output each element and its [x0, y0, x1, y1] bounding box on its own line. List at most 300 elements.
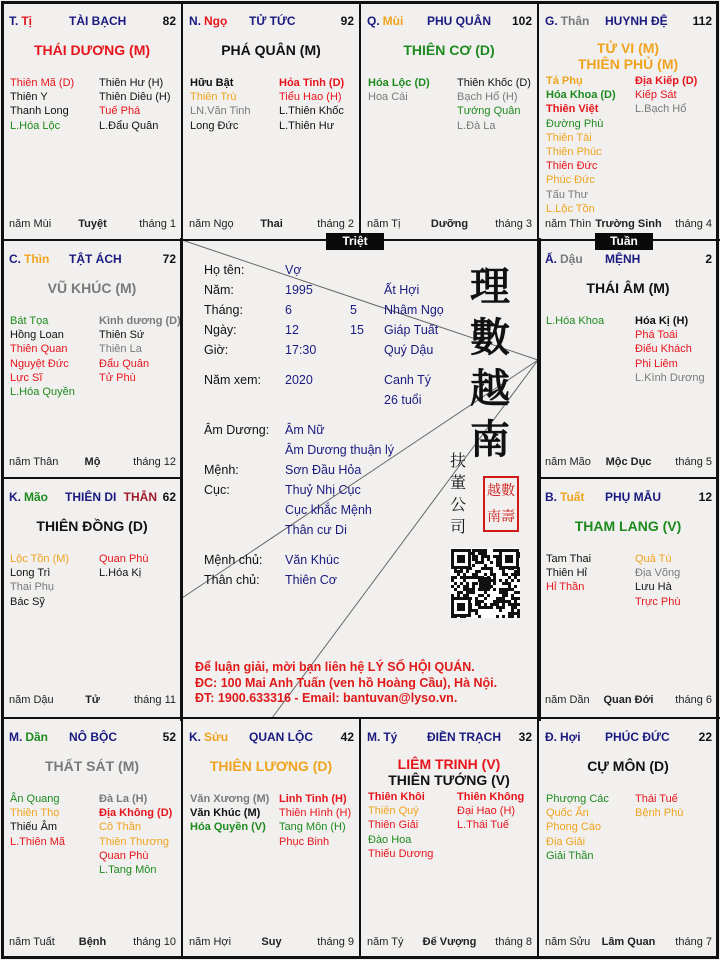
qr-module: [460, 591, 463, 594]
palace-age: 22: [698, 730, 712, 744]
qr-module: [502, 603, 505, 606]
info-value: Âm Nữ: [285, 423, 325, 437]
month-label: tháng 2: [317, 218, 354, 230]
qr-module: [454, 582, 457, 585]
month-label: tháng 9: [317, 936, 354, 948]
qr-module: [463, 573, 466, 576]
star: L.Đẩu Quân: [99, 119, 159, 132]
info-label: Mệnh chủ:: [204, 553, 263, 567]
star: Phong Cáo: [546, 821, 602, 834]
qr-module: [502, 594, 505, 597]
palace-age: 12: [698, 490, 712, 504]
star: L.Hóa Kị: [99, 567, 142, 580]
qr-module: [481, 549, 484, 552]
palace-chi: Tuất: [560, 490, 585, 504]
info-value: Âm Dương thuận lý: [285, 443, 394, 457]
qr-module: [490, 603, 493, 606]
star: L.Tang Môn: [99, 864, 157, 877]
qr-module: [481, 567, 484, 570]
star: Trực Phù: [635, 595, 681, 608]
qr-module: [499, 600, 502, 603]
star: Thiên Mã (D): [10, 77, 75, 89]
palace-chi: Tý: [383, 730, 398, 744]
info-label: Năm xem:: [204, 373, 261, 387]
tuan-marker: Tuần: [595, 233, 653, 250]
palace-chi: Sửu: [204, 730, 229, 744]
main-star: THIÊN PHỦ (M): [577, 56, 679, 72]
palace-can: C.: [9, 252, 21, 266]
palace-age: 82: [162, 14, 176, 28]
star: Đại Hao (H): [457, 805, 516, 818]
palace-name: NÔ BỘC: [69, 730, 117, 744]
qr-module: [481, 594, 484, 597]
qr-module: [496, 606, 499, 609]
life-stage: Tuyệt: [78, 218, 107, 230]
star: Thiên Quý: [368, 805, 419, 818]
star: Hữu Bật: [190, 77, 234, 89]
qr-module: [475, 603, 478, 606]
star: Tam Thai: [546, 553, 592, 565]
info-value: 12: [285, 323, 299, 337]
qr-module: [478, 549, 481, 552]
main-star: THAM LANG (V): [574, 518, 682, 534]
palace-name: QUAN LỘC: [249, 730, 313, 744]
star: Hồng Loan: [10, 329, 64, 342]
qr-module: [514, 591, 517, 594]
star: Thiên Việt: [546, 103, 599, 116]
qr-module: [475, 558, 478, 561]
star: Thanh Long: [10, 105, 69, 118]
qr-module: [481, 552, 484, 555]
star: Phục Binh: [279, 835, 330, 848]
year-label: năm Thân: [9, 456, 59, 468]
info-value: Thân cư Di: [285, 523, 347, 537]
star: L.Kình Dương: [635, 371, 705, 384]
palace-age: 112: [692, 14, 712, 28]
info-canchi: Giáp Tuất: [384, 323, 439, 337]
qr-module: [505, 555, 513, 563]
palace-can: M.: [367, 730, 381, 744]
qr-module: [484, 603, 487, 606]
qr-module: [478, 603, 481, 606]
qr-module: [475, 582, 478, 585]
year-label: năm Dần: [545, 694, 590, 706]
year-label: năm Hợi: [189, 936, 232, 948]
qr-module: [511, 588, 514, 591]
star: Tử Phù: [99, 371, 136, 384]
qr-module: [472, 591, 475, 594]
qr-module: [499, 591, 502, 594]
qr-module: [493, 549, 496, 552]
qr-module: [475, 573, 478, 576]
palace-can: B.: [545, 490, 557, 504]
year-label: năm Dậu: [9, 694, 54, 706]
star: Thái Tuế: [635, 793, 678, 805]
star: Tuế Phá: [99, 105, 141, 118]
qr-module: [490, 567, 493, 570]
info-value: 6: [285, 303, 292, 317]
qr-module: [466, 591, 469, 594]
palace-name: TỬ TỨC: [249, 14, 296, 28]
star: Bát Tọa: [10, 315, 49, 327]
star: Hỏa Tinh (D): [279, 77, 345, 89]
qr-module: [511, 594, 514, 597]
qr-module: [493, 600, 496, 603]
than-marker: THÂN: [123, 490, 157, 504]
info-label: Họ tên:: [204, 263, 245, 277]
qr-module: [463, 588, 466, 591]
palace-name: MỆNH: [605, 252, 641, 266]
qr-module: [472, 582, 475, 585]
qr-module: [472, 573, 475, 576]
star: Thiên Khốc (D): [457, 77, 531, 89]
main-star: THIÊN TƯỚNG (V): [388, 772, 510, 788]
star: Đào Hoa: [368, 833, 412, 846]
qr-module: [484, 597, 487, 600]
info-value: Vợ: [285, 263, 302, 277]
qr-module: [508, 582, 511, 585]
qr-module: [451, 594, 454, 597]
star: Thiên Thương: [99, 835, 170, 848]
star: Phúc Đức: [546, 174, 595, 187]
star: Địa Giải: [546, 835, 586, 848]
info-canchi: 26 tuổi: [384, 393, 422, 407]
star: L.Bạch Hổ: [635, 103, 687, 116]
qr-module: [472, 552, 475, 555]
qr-module: [454, 576, 457, 579]
month-label: tháng 6: [675, 694, 712, 706]
qr-module: [508, 576, 511, 579]
qr-module: [484, 552, 487, 555]
palace-age: 2: [705, 252, 712, 266]
star: Thiên Hư (H): [99, 77, 164, 89]
star: Thiên Sứ: [99, 329, 145, 342]
palace-age: 62: [162, 490, 176, 504]
qr-module: [517, 591, 520, 594]
qr-module: [472, 576, 475, 579]
main-star: LIÊM TRINH (V): [397, 756, 501, 772]
qr-module: [463, 594, 466, 597]
info-label: Thân chủ:: [204, 573, 260, 587]
star: Tướng Quân: [457, 105, 521, 118]
qr-module: [472, 555, 475, 558]
qr-module: [460, 582, 463, 585]
palace-chi: Thìn: [24, 252, 50, 266]
palace-age: 72: [162, 252, 176, 266]
month-label: tháng 10: [133, 936, 176, 948]
year-label: năm Sửu: [545, 936, 591, 948]
star: Thiên Đức: [546, 160, 598, 173]
qr-module: [505, 600, 508, 603]
qr-module: [508, 612, 511, 615]
qr-module: [451, 585, 454, 588]
qr-module: [487, 594, 490, 597]
qr-module: [514, 585, 517, 588]
info-label: Âm Dương:: [204, 423, 270, 437]
qr-module: [481, 558, 484, 561]
star: Nguyệt Đức: [10, 357, 69, 370]
main-star: THIÊN ĐỒNG (D): [36, 518, 148, 534]
month-label: tháng 12: [133, 456, 176, 468]
star: Hóa Quyền (V): [190, 821, 266, 834]
info-value: 17:30: [285, 343, 317, 357]
palace-name: TẬT ÁCH: [69, 252, 122, 266]
red-seal: 越數南壽: [483, 476, 519, 532]
contact-phone-email: ĐT: 1900.633316 - Email: bantuvan@lyso.vn.: [195, 691, 458, 705]
life-stage: Suy: [261, 936, 282, 948]
qr-module: [493, 573, 496, 576]
qr-module: [490, 606, 493, 609]
grid-divider: [2, 717, 720, 719]
qr-module: [496, 603, 499, 606]
qr-module: [475, 612, 478, 615]
qr-module: [499, 609, 502, 612]
info-label: Năm:: [204, 283, 234, 297]
palace-age: 32: [518, 730, 532, 744]
qr-module: [463, 585, 466, 588]
qr-module: [466, 576, 469, 579]
star: Thiên Y: [10, 91, 48, 104]
qr-module: [505, 582, 508, 585]
qr-module: [499, 588, 502, 591]
qr-module: [502, 582, 505, 585]
qr-module: [493, 588, 496, 591]
qr-module: [511, 579, 514, 582]
info-lunar-value: 5: [350, 303, 357, 317]
qr-module: [469, 591, 472, 594]
qr-module: [505, 591, 508, 594]
qr-module: [502, 615, 505, 618]
qr-module: [517, 609, 520, 612]
qr-module: [493, 603, 496, 606]
main-star: VŨ KHÚC (M): [47, 280, 137, 296]
year-label: năm Thìn: [545, 218, 592, 230]
month-label: tháng 1: [139, 218, 176, 230]
star: Linh Tinh (H): [279, 793, 347, 805]
qr-module: [466, 588, 469, 591]
life-stage: Mộ: [84, 456, 101, 468]
qr-module: [457, 555, 465, 563]
qr-module: [466, 585, 469, 588]
qr-module: [496, 549, 499, 552]
qr-module: [484, 606, 487, 609]
palace-can: Ấ.: [545, 252, 557, 266]
star: Thiên Khôi: [368, 791, 425, 803]
qr-module: [517, 615, 520, 618]
star: LN.Văn Tinh: [190, 105, 251, 118]
info-lunar-value: 15: [350, 323, 364, 337]
qr-module: [487, 558, 490, 561]
star: Văn Khúc (M): [190, 807, 261, 820]
qr-module: [499, 606, 502, 609]
qr-module: [451, 576, 454, 579]
qr-module: [502, 588, 505, 591]
palace-can: T.: [9, 14, 19, 28]
qr-module: [478, 570, 481, 573]
palace-name: TÀI BẠCH: [69, 14, 127, 28]
main-star: THIÊN LƯƠNG (D): [209, 758, 333, 774]
palace-chi: Hợi: [560, 730, 581, 744]
qr-module: [466, 582, 469, 585]
star: Quả Tú: [635, 553, 672, 565]
qr-module: [481, 555, 484, 558]
qr-module: [457, 603, 465, 611]
qr-module: [460, 576, 463, 579]
qr-module: [511, 615, 514, 618]
qr-module: [472, 585, 475, 588]
qr-module: [475, 597, 478, 600]
month-label: tháng 5: [675, 456, 712, 468]
qr-module: [490, 573, 493, 576]
star: Tang Môn (H): [279, 821, 346, 834]
info-canchi: Quý Dậu: [384, 343, 434, 357]
info-label: Giờ:: [204, 343, 229, 357]
star: Hóa Lộc (D): [368, 77, 430, 89]
palace-name: PHỤ MẪU: [605, 490, 661, 504]
qr-code[interactable]: [450, 548, 520, 618]
contact-address: ĐC: 100 Mai Anh Tuấn (ven hồ Hoàng Cầu), Hà Nội.: [195, 676, 498, 690]
year-label: năm Mùi: [9, 218, 52, 230]
palace-chi: Dậu: [560, 252, 583, 266]
star: Thiếu Âm: [10, 821, 58, 834]
star: Thiên Giải: [368, 819, 419, 832]
qr-module: [484, 567, 487, 570]
main-star: PHÁ QUÂN (M): [221, 42, 321, 58]
qr-module: [508, 588, 511, 591]
qr-module: [478, 600, 481, 603]
star: Thiên La: [99, 343, 142, 356]
qr-module: [475, 600, 478, 603]
star: Thiên Diêu (H): [99, 91, 171, 104]
info-value: Sơn Đầu Hỏa: [285, 463, 362, 477]
palace-can: K.: [9, 490, 21, 504]
palace-name: PHU QUÂN: [427, 14, 492, 28]
star: Tiểu Hao (H): [279, 91, 342, 104]
qr-module: [496, 600, 499, 603]
info-label: Mệnh:: [204, 463, 239, 477]
year-label: năm Mão: [545, 456, 591, 468]
qr-module: [499, 597, 502, 600]
logo-small-char: 司: [450, 517, 467, 536]
logo-char: 理: [470, 263, 510, 310]
qr-module: [490, 561, 493, 564]
qr-module: [514, 612, 517, 615]
star: Long Trì: [10, 567, 51, 580]
qr-module: [502, 606, 505, 609]
life-stage: Trường Sinh: [595, 218, 662, 230]
star: L.Lộc Tồn: [546, 202, 595, 215]
life-stage: Bệnh: [78, 936, 107, 948]
star: Quan Phù: [99, 849, 149, 862]
grid-divider: [2, 477, 182, 479]
star: Thai Phụ: [10, 581, 55, 594]
qr-module: [505, 588, 508, 591]
qr-module: [475, 570, 478, 573]
star: Hóa Kị (H): [635, 315, 689, 327]
star: Phượng Các: [546, 793, 609, 805]
qr-module: [514, 603, 517, 606]
grid-divider: [181, 2, 183, 958]
logo-small-char: 公: [450, 495, 467, 514]
qr-module: [517, 603, 520, 606]
life-stage: Lâm Quan: [601, 936, 656, 948]
star: L.Thiên Hư: [279, 119, 335, 132]
star: Đẩu Quân: [99, 357, 150, 370]
palace-age: 92: [340, 14, 354, 28]
star: L.Hóa Lộc: [10, 119, 61, 132]
qr-module: [472, 558, 475, 561]
qr-module: [481, 606, 484, 609]
qr-module: [514, 576, 517, 579]
star: Thiên Hình (H): [279, 807, 352, 820]
star: Hỉ Thần: [546, 581, 585, 594]
palace-can: G.: [545, 14, 558, 28]
month-label: tháng 7: [675, 936, 712, 948]
main-star: TỬ VI (M): [596, 40, 660, 56]
month-label: tháng 4: [675, 218, 712, 230]
logo-small-text: [450, 450, 468, 538]
star: Đường Phù: [546, 117, 604, 130]
qr-module: [502, 570, 505, 573]
qr-module: [472, 564, 475, 567]
qr-module: [511, 603, 514, 606]
palace-can: N.: [189, 14, 201, 28]
qr-module: [496, 597, 499, 600]
star: Tấu Thư: [546, 188, 589, 201]
qr-module: [502, 600, 505, 603]
star: Địa Không (D): [99, 807, 173, 820]
qr-module: [463, 579, 466, 582]
year-label: năm Tuất: [9, 936, 55, 948]
life-stage: Tử: [85, 694, 100, 706]
qr-module: [514, 570, 517, 573]
qr-module: [496, 561, 499, 564]
star: Thiếu Dương: [368, 847, 434, 860]
star: Bạch Hổ (H): [457, 91, 518, 104]
qr-module: [469, 576, 472, 579]
qr-module: [475, 561, 478, 564]
qr-module: [457, 585, 460, 588]
palace-name: PHÚC ĐỨC: [605, 730, 670, 744]
qr-module: [484, 564, 487, 567]
palace-chi: Dần: [25, 730, 49, 744]
qr-module: [499, 579, 502, 582]
qr-module: [493, 579, 496, 582]
qr-module: [502, 573, 505, 576]
palace-name: THIÊN DI: [65, 490, 117, 504]
star: Địa Kiếp (D): [635, 75, 698, 87]
info-value: Thuỷ Nhị Cục: [285, 483, 361, 497]
info-value: 2020: [285, 373, 313, 387]
grid-divider: [537, 2, 539, 958]
info-value: 1995: [285, 283, 313, 297]
qr-module: [457, 594, 460, 597]
star: Thiên Hỉ: [546, 567, 587, 580]
month-label: tháng 3: [495, 218, 532, 230]
qr-module: [472, 609, 475, 612]
qr-module: [508, 600, 511, 603]
star: Thiên Thọ: [10, 807, 60, 820]
qr-module: [466, 594, 469, 597]
qr-module: [469, 588, 472, 591]
star: L.Đà La: [457, 119, 496, 132]
qr-module: [460, 570, 463, 573]
qr-module: [475, 576, 478, 579]
palace-name: HUYNH ĐỆ: [605, 14, 668, 28]
qr-module: [466, 570, 469, 573]
palace-can: K.: [189, 730, 201, 744]
star: Thiên Tài: [546, 131, 592, 144]
